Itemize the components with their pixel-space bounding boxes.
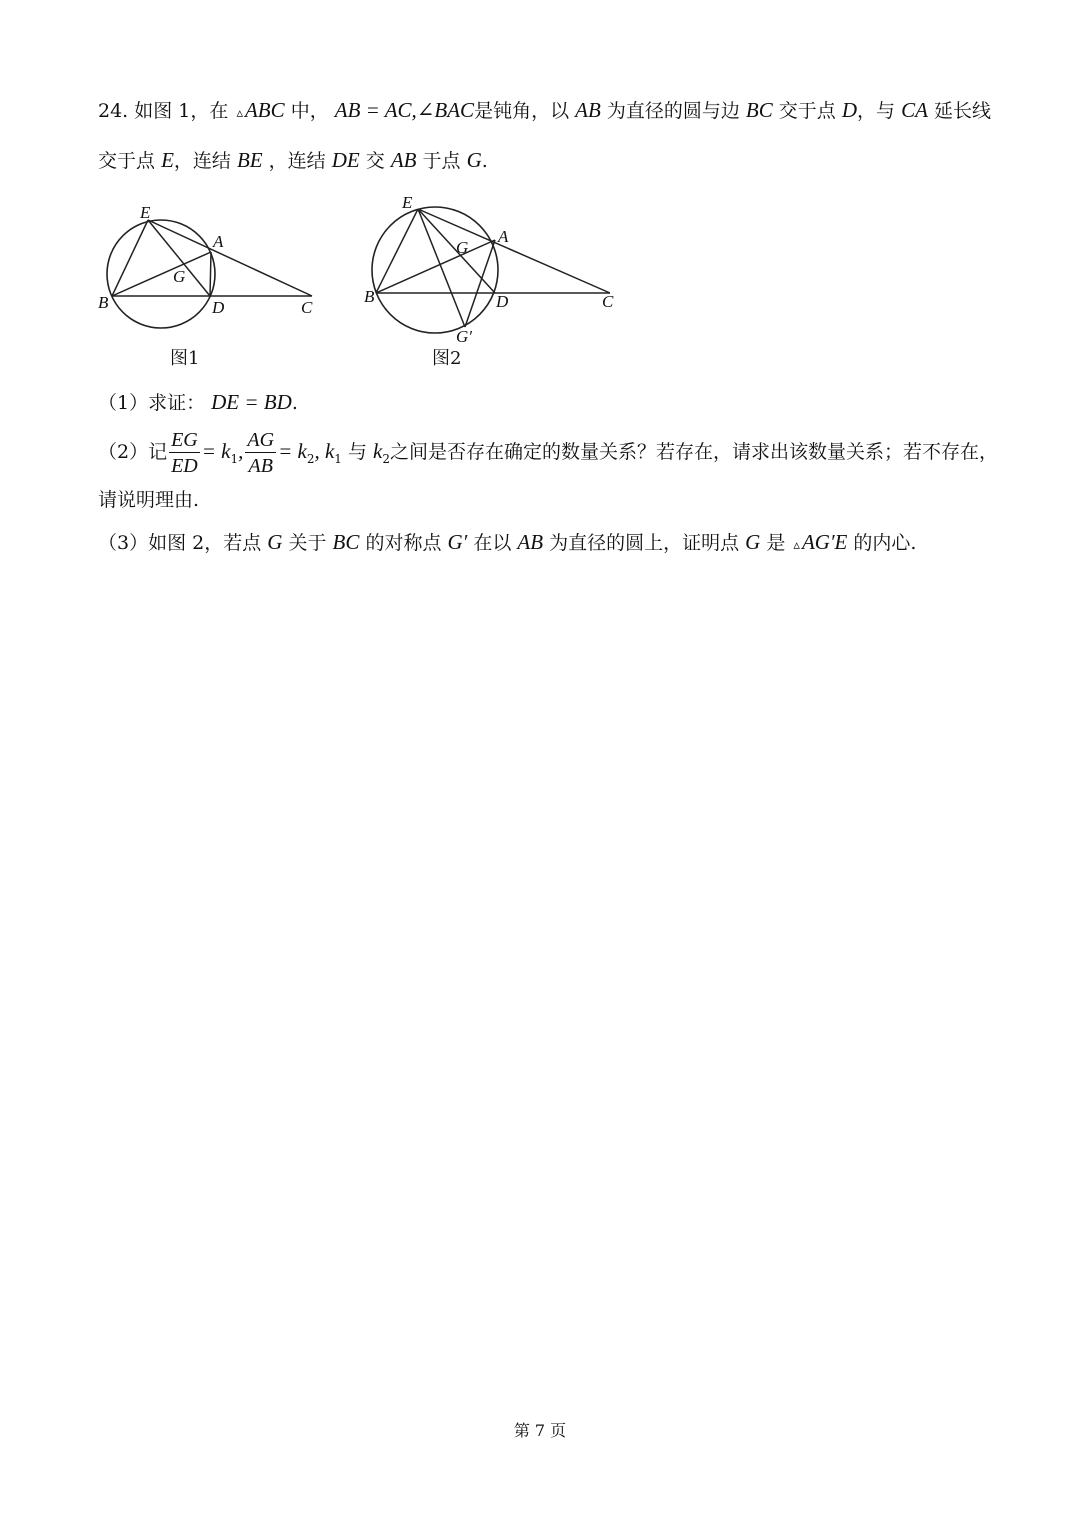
triangle-symbol: ▵ bbox=[236, 106, 243, 121]
figure-2-label-c: C bbox=[602, 292, 614, 311]
figure-1-diagram bbox=[98, 203, 313, 328]
problem-stem-line-2: 交于点 E，连结 BE ，连结 DE 交 AB 于点 G. bbox=[98, 148, 488, 172]
figure-2-caption: 图2 bbox=[432, 348, 462, 369]
part-2: （2）记 $\frac{EG}{ED}$ = $k_1$, $\frac{AG}{AB}$ = $k_2$, $k_1$ 与 $k_2$之间是否存在确定的数量关系？若存在，请求出该数量关系；若不存在， bbox=[98, 429, 999, 477]
problem-number: 24. bbox=[98, 100, 129, 122]
figure-2-label-g: G bbox=[456, 238, 469, 257]
figure-2-diagram bbox=[364, 193, 614, 346]
page-number: 第 7 页 bbox=[513, 1421, 567, 1440]
figure-2-label-b: B bbox=[364, 287, 375, 306]
figure-1-segment-ba bbox=[112, 252, 211, 296]
figure-1-label-c: C bbox=[301, 298, 313, 317]
figure-2-circle bbox=[372, 207, 498, 333]
figure-2-label-g-prime: G′ bbox=[456, 327, 472, 346]
figure-1-caption: 图1 bbox=[170, 348, 200, 369]
problem-stem-line-1: 24. 如图 1，在 ▵ABC 中， AB = AC,∠BAC是钝角，以 AB 为直径的圆与边 BC 交于点 D，与 CA 延长线 bbox=[98, 98, 991, 122]
figure-1-label-a: A bbox=[213, 232, 224, 251]
figure-1-segment-ad bbox=[210, 252, 211, 296]
figure-2-label-d: D bbox=[496, 292, 509, 311]
figure-1-segment-be bbox=[112, 220, 148, 296]
figure-1-label-g: G bbox=[173, 267, 186, 286]
part-3: （3）如图 2，若点 G 关于 BC 的对称点 G′ 在以 AB 为直径的圆上，证明点 G 是 ▵AG′E 的内心. bbox=[98, 530, 917, 554]
figure-1-label-b: B bbox=[98, 293, 109, 312]
figure-2-segment-be bbox=[376, 209, 418, 293]
figure-1-label-e: E bbox=[140, 203, 151, 222]
figure-2-label-e: E bbox=[402, 193, 413, 212]
fraction-eg-ed: $\frac{EG}{ED}$ bbox=[171, 429, 198, 477]
figure-1-label-d: D bbox=[212, 298, 225, 317]
part-2-line-2: 请说明理由. bbox=[98, 489, 200, 511]
figure-2-label-a: A bbox=[498, 227, 509, 246]
part-1: （1）求证： DE = BD. bbox=[98, 390, 298, 414]
figure-2-segment-ba bbox=[376, 240, 495, 293]
fraction-ag-ab: $\frac{AG}{AB}$ bbox=[247, 429, 275, 477]
